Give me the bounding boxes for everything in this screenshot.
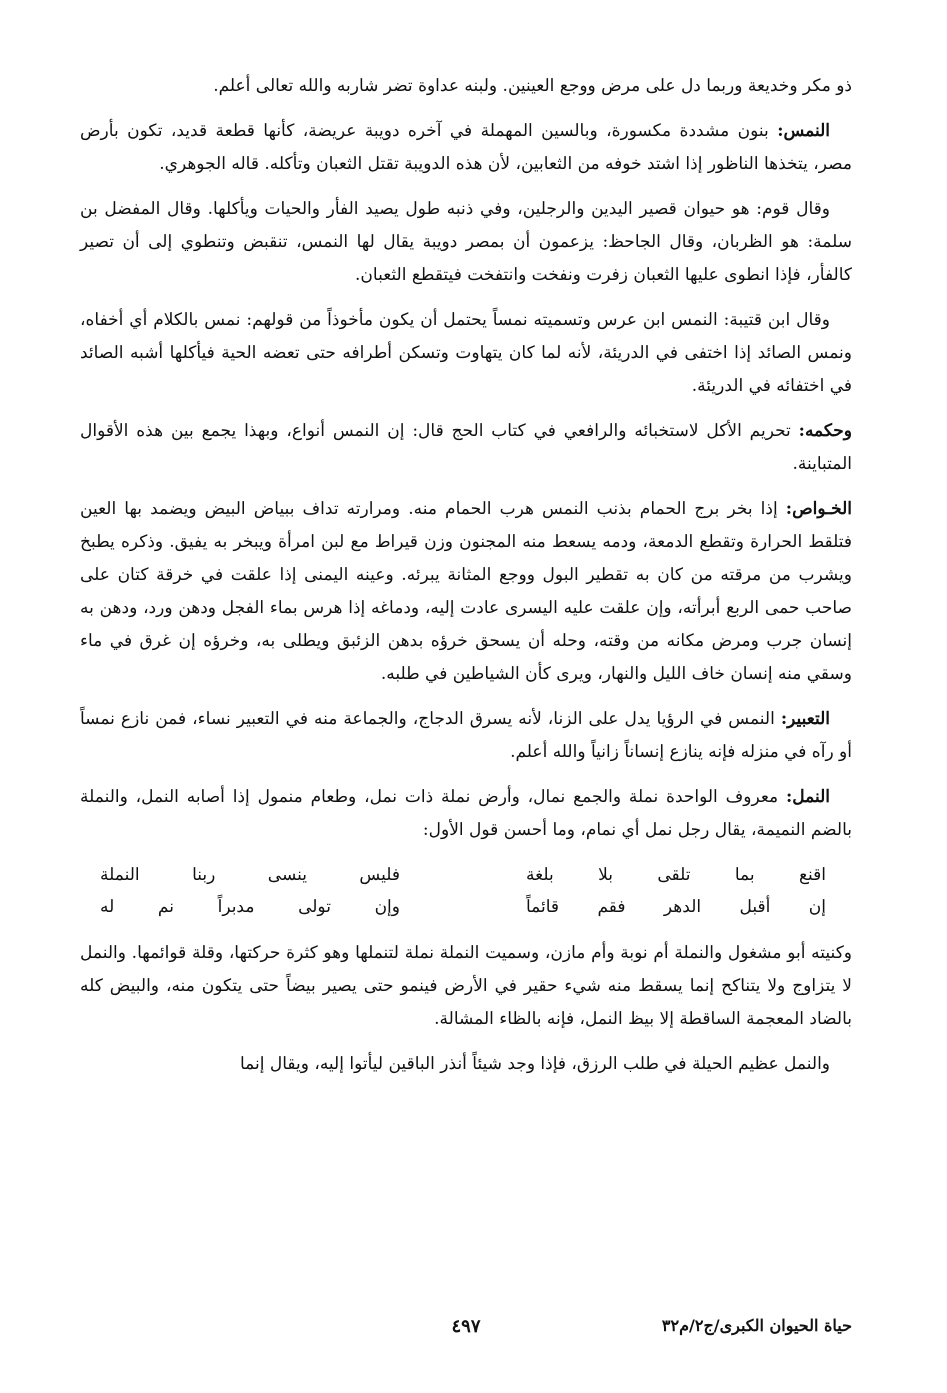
poem-second-hemistich: فليس ينسى ربنا النملة: [100, 865, 400, 885]
paragraph-ibn-qutayba: [80, 304, 852, 403]
poem: [80, 859, 852, 923]
paragraph-text: معروف الواحدة نملة والجمع نمال، وأرض نملة ذات نمل، وطعام منمول إذا أصابه النمل، والنملة بالضم النميمة، يقال رجل نمل أي نمام، وما أحسن قول الأول:: [80, 787, 852, 840]
paragraph-text: إذا بخر برج الحمام بذنب النمس هرب الحمام منه. ومرارته تداف ببياض البيض ويضمد بها العين فتلقط الحرارة وتقطع الدمعة، ودمه يسعط منه المجنون وزن قيراط مع لبن امرأة ويبخر به يفيق. وذكره يطبخ ويشرب من مرقته من كان به تقطير البول ووجع المثانة يبرئه. وعينه اليمنى إذا علقت في خرقة كتان على صاحب حمى الربع أبرأته، وإن علقت عليه اليسرى عادت إليه، ودماغه إذا هرس بماء الفجل ودهن ورد، ودهن به إنسان جرب ومرض مكانه من وقته، وحله أن يسحق خرؤه بدهن الزئبق ويطلى به، وخرؤه إن غرق في ماء وسقي منه إنسان خاف الليل والنهار، ويرى كأن الشياطين في طلبه.: [80, 499, 852, 684]
paragraph-qawm: [80, 193, 852, 292]
page-number: ٤٩٧: [451, 1316, 481, 1337]
paragraph-tabir: [80, 703, 852, 769]
poem-first-hemistich: اقنع بما تلقى بلا بلغة: [526, 865, 826, 885]
poem-verse: [80, 859, 852, 891]
paragraph-kunya: [80, 937, 852, 1036]
paragraph-text: وقال ابن قتيبة: النمس ابن عرس وتسميته نمساً يحتمل أن يكون مأخوذاً من قولهم: نمس بالكلام أي أخفاه، ونمس الصائد إذا اختفى في الدريئة، لأنه لما كان يتهاوت وتسكن أطرافه حتى تعضه الحية فيأكلها أشبه الصائد في اختفائه في الدريئة.: [80, 310, 852, 396]
paragraph-naml: [80, 781, 852, 847]
paragraph-text: وقال قوم: هو حيوان قصير اليدين والرجلين، وفي ذنبه طول يصيد الفأر والحيات ويأكلها. وقال المفضل بن سلمة: هو الظربان، وقال الجاحظ: يزعمون أن بمصر دويبة يقال لها النمس، تنقبض وتنطوي إلى أن تصير كالفأر، فإذا انطوى عليها الثعبان زفرت ونفخت وانتفخت فيتقطع الثعبان.: [80, 199, 852, 285]
paragraph-text: والنمل عظيم الحيلة في طلب الرزق، فإذا وجد شيئاً أنذر الباقين ليأتوا إليه، ويقال إنما: [239, 1054, 830, 1074]
poem-second-hemistich: وإن تولى مدبراً نم له: [100, 897, 400, 917]
paragraph-text: وكنيته أبو مشغول والنملة أم نوبة وأم مازن، وسميت النملة نملة لتنملها وهو كثرة حركتها، وقلة قوائمها. والنمل لا يتزاوج ولا يتناكح إنما يسقط منه شيء حقير في الأرض فينمو حتى يصير بيضاً حتى يتكون منه، والبيض كله بالضاد المعجمة الساقطة إلا بيظ النمل، فإنه بالظاء المشالة.: [80, 943, 852, 1029]
paragraph-text: بنون مشددة مكسورة، وبالسين المهملة في آخره دويبة عريضة، كأنها قطعة قديد، تكون بأرض مصر، يتخذها الناظور إذا اشتد خوفه من الثعابين، لأن هذه الدويبة تقتل الثعبان وتأكله. قاله الجوهري.: [80, 121, 852, 174]
paragraph-text: تحريم الأكل لاستخبائه والرافعي في كتاب الحج قال: إن النمس أنواع، وبهذا يجمع بين هذه الأقوال المتباينة.: [80, 421, 852, 474]
poem-first-hemistich: إن أقبل الدهر فقم قائماً: [526, 897, 826, 917]
paragraph-hila: [80, 1048, 852, 1081]
paragraph-heading: النمس:: [777, 121, 830, 141]
page-footer: [80, 1316, 852, 1350]
paragraph-khawas: [80, 493, 852, 691]
paragraph-text: ذو مكر وخديعة وربما دل على مرض ووجع العينين. ولبنه عداوة تضر شاربه والله تعالى أعلم.: [213, 76, 852, 96]
paragraph-heading: الخـواص:: [785, 499, 852, 519]
poem-verse: [80, 891, 852, 923]
paragraph-heading: النمل:: [785, 787, 830, 807]
paragraph-text: النمس في الرؤيا يدل على الزنا، لأنه يسرق الدجاج، والجماعة منه في التعبير نساء، فمن نازع نمساً أو رآه في منزله فإنه ينازع إنساناً زانياً والله أعلم.: [80, 709, 852, 762]
paragraph-heading: التعبير:: [780, 709, 830, 729]
page-body: [80, 70, 852, 1370]
paragraph-1: [80, 70, 852, 103]
paragraph-heading: وحكمه:: [798, 421, 852, 441]
book-reference: حياة الحيوان الكبرى/ج٢/م٣٢: [661, 1316, 852, 1335]
paragraph-hukm: [80, 415, 852, 481]
paragraph-annims: [80, 115, 852, 181]
